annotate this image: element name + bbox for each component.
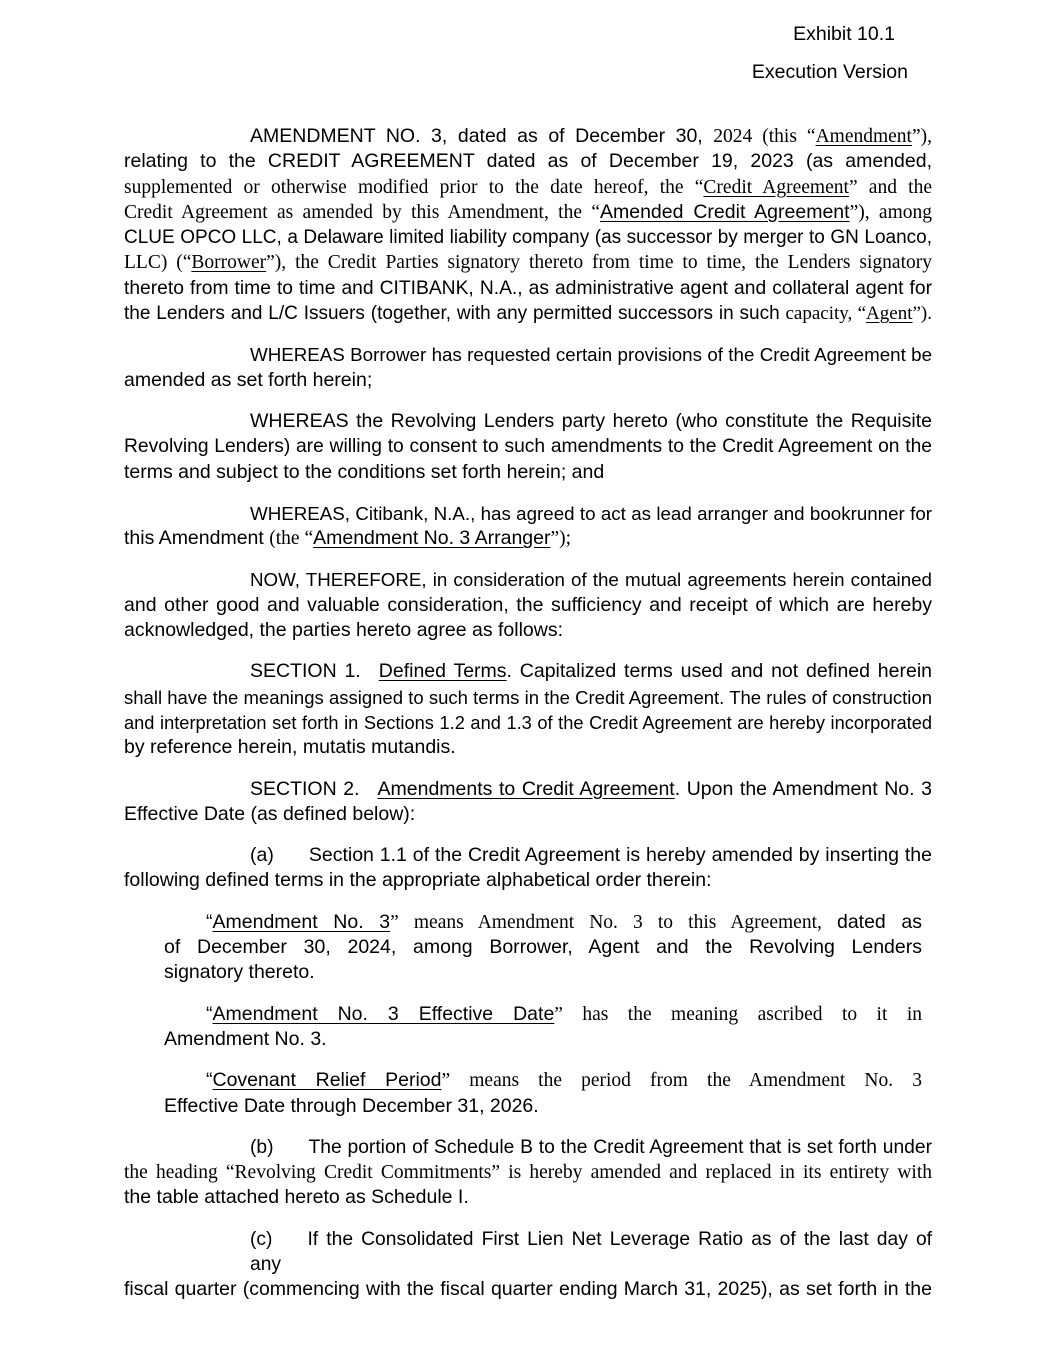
text-run: (c) [250,1228,273,1250]
text-line [164,1027,922,1052]
paragraph-definition-amendment-no-3 [164,910,922,986]
tab-space [360,794,378,795]
defined-term: Amendment [815,126,912,147]
text-run: “ [206,910,213,933]
text-line [124,501,932,526]
text-line [124,342,932,367]
text-run: Section 1.1 of the Credit Agreement is hereby amended by inserting the [308,844,932,867]
defined-term: Amendment No. 3 [212,910,391,933]
text-line [124,868,932,893]
defined-term: Amendments to Credit Agreement [377,777,675,800]
defined-term: Covenant Relief Period [212,1069,442,1092]
text-line [164,910,922,935]
text-line [124,777,932,802]
text-line [124,685,932,710]
text-line [124,276,932,301]
text-run: fiscal quarter (commencing with the fiscal quarter ending March 31, 2025), as set forth in the [124,1278,932,1301]
text-line [124,250,932,275]
text-run: SECTION 1. [250,660,361,683]
text-run: SECTION 2. [250,777,360,800]
text-run: LLC) (“ [124,252,192,274]
paragraph-clause-a [124,843,932,894]
text-run: ”), among [849,201,932,223]
text-run: NOW, THEREFORE, in consideration of the mutual agreements herein contained [250,569,932,591]
text-run: If the Consolidated First Lien Net Leverage Ratio as of the last day of any [250,1228,932,1275]
text-run: . Capitalized terms used and not defined herein [506,660,932,683]
tab-space [274,860,309,861]
text-run: signatory thereto. [164,961,315,984]
text-run: and other good and valuable consideration, the sufficiency and receipt of which are hereby [124,593,932,616]
text-run: “ [206,1002,213,1025]
text-line [124,735,932,760]
text-run: 2024 (this “ [713,126,816,147]
text-run: “ [206,1069,213,1092]
text-run: by reference herein, mutatis mutandis. [124,736,456,759]
text-run: WHEREAS the Revolving Lenders party hereto (who constitute the Requisite [250,409,932,432]
text-run: Credit Agreement as amended by this Amendment, the “ [124,201,600,223]
text-run: shall have the meanings assigned to such terms in the Credit Agreement. The rules of construction [124,686,932,708]
defined-term: Defined Terms [378,660,507,683]
text-line [124,434,932,459]
text-run: ” and the [848,176,932,198]
text-line [124,802,932,827]
text-run: (a) [250,844,274,867]
tab-space [272,1244,307,1245]
text-run: AMENDMENT NO. 3, dated as of December 30, [250,125,714,147]
text-run: capacity, “ [785,303,867,325]
text-run: ”). [912,303,932,325]
text-run: Effective Date through December 31, 2026. [164,1094,539,1117]
text-line [164,1068,922,1093]
text-run: amended as set forth herein; [124,368,373,391]
text-line [124,409,932,434]
text-line [164,1002,922,1027]
text-run: (b) [250,1136,274,1158]
text-line [124,368,932,393]
text-run: ”), [911,126,932,147]
text-line [124,1160,932,1185]
text-run: dated as [836,910,923,933]
text-run: supplemented or otherwise modified prior to the date hereof, the “ [124,176,704,198]
text-line [124,460,932,485]
text-line [124,225,932,250]
defined-term: Amendment No. 3 Arranger [313,527,551,550]
text-run: this Amendment [124,527,270,550]
text-run: Effective Date (as defined below): [124,802,416,825]
text-line [124,1227,932,1278]
text-run: CLUE OPCO LLC, a Delaware limited liability company (as successor by merger to GN Loanco, [124,227,932,249]
text-line [124,301,932,326]
text-line [124,1277,932,1302]
text-line [164,935,922,960]
paragraph-opening [124,124,932,326]
text-run: the heading “Revolving Credit Commitments” is hereby amended and replaced in its entirety with [124,1162,932,1184]
text-line [124,149,932,174]
text-line [124,1185,932,1210]
text-run: ” means the period from the Amendment No. 3 [441,1070,922,1092]
text-run: Revolving Lenders) are willing to consent to such amendments to the Credit Agreement on the [124,436,932,458]
text-run: ”), the Credit Parties signatory thereto from time to time, the Lenders signatory [266,252,932,274]
text-line [124,843,932,868]
text-run: the Lenders and L/C Issuers (together, with any permitted successors in such [124,303,786,325]
text-run: terms and subject to the conditions set forth herein; and [124,460,605,483]
text-line [124,124,932,149]
defined-term: Credit Agreement [703,176,849,198]
text-run: WHEREAS Borrower has requested certain provisions of the Credit Agreement be [250,344,932,366]
text-line [124,1135,932,1160]
tab-space [274,1152,309,1153]
paragraph-whereas-revolving-lenders [124,409,932,485]
text-run: the table attached hereto as Schedule I. [124,1186,469,1209]
text-run: (the “ [269,528,314,550]
page-header [0,0,1055,82]
text-run: acknowledged, the parties hereto agree as follows: [124,619,564,642]
text-line [124,710,932,735]
text-run: ”); [550,528,572,550]
text-line [124,526,932,551]
defined-term: Amendment No. 3 Effective Date [212,1002,555,1025]
text-line [124,593,932,618]
text-line [164,1094,922,1119]
text-line [124,567,932,592]
text-line [124,618,932,643]
text-line [164,960,922,985]
text-run: The portion of Schedule B to the Credit Agreement that is set forth under [308,1136,932,1158]
paragraph-section-1 [124,659,932,760]
text-run: following defined terms in the appropriate alphabetical order therein: [124,869,712,892]
paragraph-definition-effective-date [164,1002,922,1053]
defined-term: Borrower [191,252,267,274]
text-run: WHEREAS, Citibank, N.A., has agreed to act as lead arranger and bookrunner for [250,502,932,524]
paragraph-section-2 [124,777,932,828]
tab-space [361,676,379,677]
paragraph-whereas-citibank [124,501,932,552]
defined-term: Amended Credit Agreement [599,200,850,223]
text-run: thereto from time to time and CITIBANK, N.A., as administrative agent and collateral agent for [124,277,932,299]
text-run: . Upon the Amendment No. 3 [674,777,932,800]
text-line [124,175,932,200]
text-run: relating to the CREDIT AGREEMENT dated as of December 19, 2023 (as amended, [124,150,932,173]
text-run: ” means Amendment No. 3 to this Agreement, [390,911,837,933]
paragraph-clause-b [124,1135,932,1211]
execution-version-label: Execution Version [751,61,908,83]
document-body [124,124,932,1303]
text-run: and interpretation set forth in Sections 1.2 and 1.3 of the Credit Agreement are hereby incorporated [124,711,932,733]
paragraph-whereas-borrower [124,342,932,393]
text-line [124,200,932,225]
defined-term: Agent [866,303,913,325]
paragraph-now-therefore [124,567,932,643]
exhibit-label: Exhibit 10.1 [793,23,895,45]
text-run: Amendment No. 3. [164,1027,327,1050]
text-run: ” has the meaning ascribed to it in [554,1003,922,1025]
text-line [124,659,932,684]
paragraph-definition-covenant-relief-period [164,1068,922,1119]
text-run: of December 30, 2024, among Borrower, Agent and the Revolving Lenders [164,936,922,959]
paragraph-clause-c [124,1227,932,1303]
